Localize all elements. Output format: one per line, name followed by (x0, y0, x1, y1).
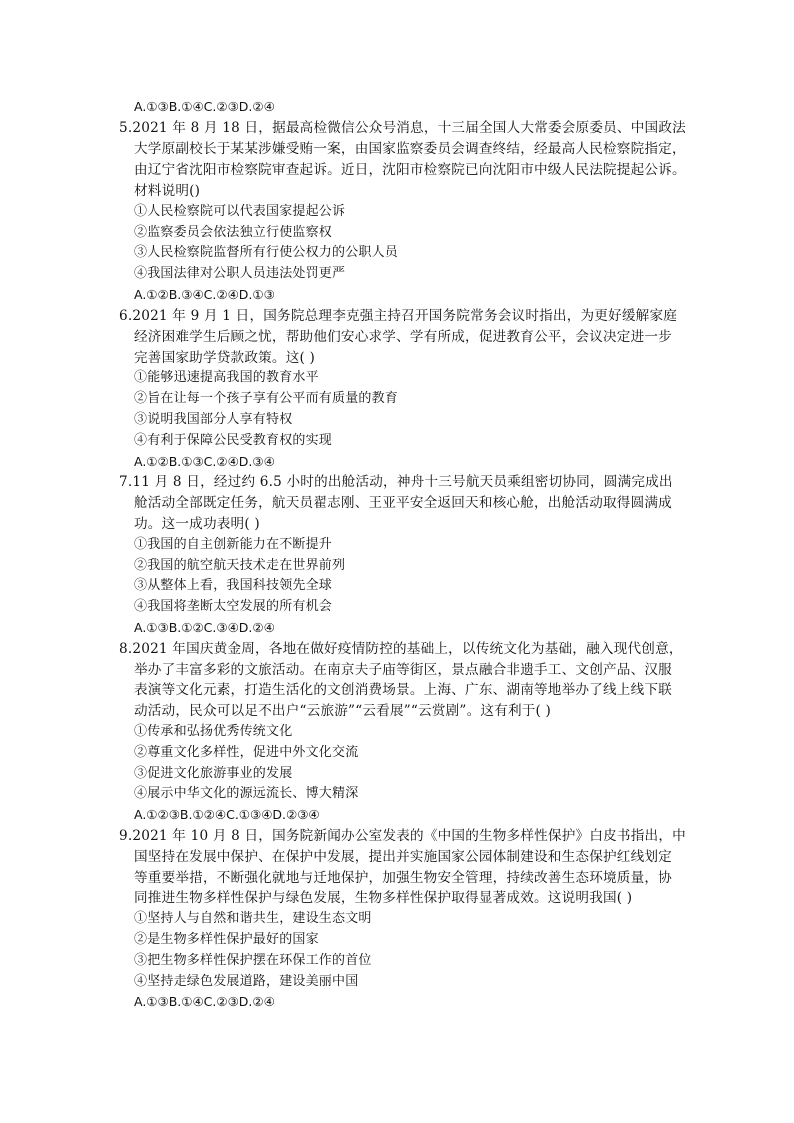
q8-option: ②尊重文化多样性，促进中外文化交流 (134, 745, 359, 760)
q7-option: ②我国的航空航天技术走在世界前列 (134, 558, 346, 573)
q8-option: ①传承和弘扬优秀传统文化 (134, 724, 293, 739)
q9-option: ③把生物多样性保护摆在环保工作的首位 (134, 953, 372, 968)
q5-stem-line: 由辽宁省沈阳市检察院审查起诉。近日，沈阳市检察院已向沈阳市中级人民法院提起公诉。 (134, 162, 686, 178)
q7-option: ④我国将垄断太空发展的所有机会 (134, 599, 333, 614)
q6-option: ③说明我国部分人享有特权 (134, 412, 293, 427)
q5-stem-line: 材料说明() (134, 183, 201, 199)
q5-stem-line: 5.2021 年 8 月 18 日，据最高检微信公众号消息，十三届全国人大常委会原委员、中国政法 (119, 120, 686, 136)
q5-option: ③人民检察院监督所有行使公权力的公职人员 (134, 245, 399, 260)
q7-answer-choices: A.①③B.①②C.③④D.②④ (134, 620, 275, 635)
q6-stem-line: 经济困难学生后顾之忧，帮助他们安心求学、学有所成，促进教育公平，会议决定进一步 (134, 329, 672, 345)
q5-option: ①人民检察院可以代表国家提起公诉 (134, 204, 346, 219)
q6-option: ②旨在让每一个孩子享有公平而有质量的教育 (134, 391, 399, 406)
q5-option: ②监察委员会依法独立行使监察权 (134, 225, 333, 240)
q5-stem-line: 大学原副校长于某某涉嫌受贿一案，由国家监察委员会调查终结，经最高人民检察院指定， (134, 141, 686, 157)
q6-stem-line: 6.2021 年 9 月 1 日，国务院总理李克强主持召开国务院常务会议时指出，为更好缓解家庭 (119, 308, 678, 324)
q6-option: ①能够迅速提高我国的教育水平 (134, 370, 319, 385)
q9-stem-line: 9.2021 年 10 月 8 日，国务院新闻办公室发表的《中国的生物多样性保护》白皮书指出，中 (119, 828, 686, 844)
q7-option: ③从整体上看，我国科技领先全球 (134, 578, 333, 593)
q8-answer-choices: A.①②③B.①②④C.①③④D.②③④ (134, 807, 320, 822)
q8-option: ④展示中华文化的源远流长、博大精深 (134, 786, 359, 801)
q7-stem-line: 7.11 月 8 日，经过约 6.5 小时的出舱活动，神舟十三号航天员乘组密切协同，圆满完成出 (119, 474, 673, 490)
q8-stem-line: 动活动，民众可以足不出户“云旅游”“云看展”“云赏剧”。这有利于( ) (134, 703, 552, 719)
q9-option: ①坚持人与自然和谐共生，建设生态文明 (134, 911, 372, 926)
q4-answer-choices: A.①③B.①④C.②③D.②④ (134, 99, 275, 114)
q6-option: ④有利于保障公民受教育权的实现 (134, 433, 333, 448)
q9-answer-choices: A.①③B.①④C.②③D.②④ (134, 994, 275, 1009)
q8-option: ③促进文化旅游事业的发展 (134, 766, 293, 781)
q8-stem-line: 8.2021 年国庆黄金周，各地在做好疫情防控的基础上，以传统文化为基础，融入现代创意， (119, 641, 683, 657)
q7-stem-line: 舱活动全部既定任务，航天员翟志刚、王亚平安全返回天和核心舱，出舱活动取得圆满成 (134, 495, 672, 511)
q5-answer-choices: A.①②B.③④C.②④D.①③ (134, 287, 275, 302)
q5-option: ④我国法律对公职人员违法处罚更严 (134, 266, 346, 281)
q6-answer-choices: A.①②B.①③C.②④D.③④ (134, 454, 275, 469)
q9-stem-line: 同推进生物多样性保护与绿色发展，生物多样性保护取得显著成效。这说明我国( ) (134, 890, 633, 906)
q9-option: ④坚持走绿色发展道路，建设美丽中国 (134, 974, 359, 989)
q8-stem-line: 举办了丰富多彩的文旅活动。在南京夫子庙等街区，景点融合非遗手工、文创产品、汉服 (134, 662, 672, 678)
q7-option: ①我国的自主创新能力在不断提升 (134, 537, 333, 552)
q8-stem-line: 表演等文化元素，打造生活化的文创消费场景。上海、广东、湖南等地举办了线上线下联 (134, 682, 672, 698)
q7-stem-line: 功。这一成功表明( ) (134, 516, 260, 532)
q9-stem-line: 等重要举措，不断强化就地与迁地保护，加强生物安全管理，持续改善生态环境质量，协 (134, 870, 672, 886)
q9-stem-line: 国坚持在发展中保护、在保护中发展，提出并实施国家公园体制建设和生态保护红线划定 (134, 849, 672, 865)
q6-stem-line: 完善国家助学贷款政策。这( ) (134, 350, 316, 366)
q9-option: ②是生物多样性保护最好的国家 (134, 932, 319, 947)
